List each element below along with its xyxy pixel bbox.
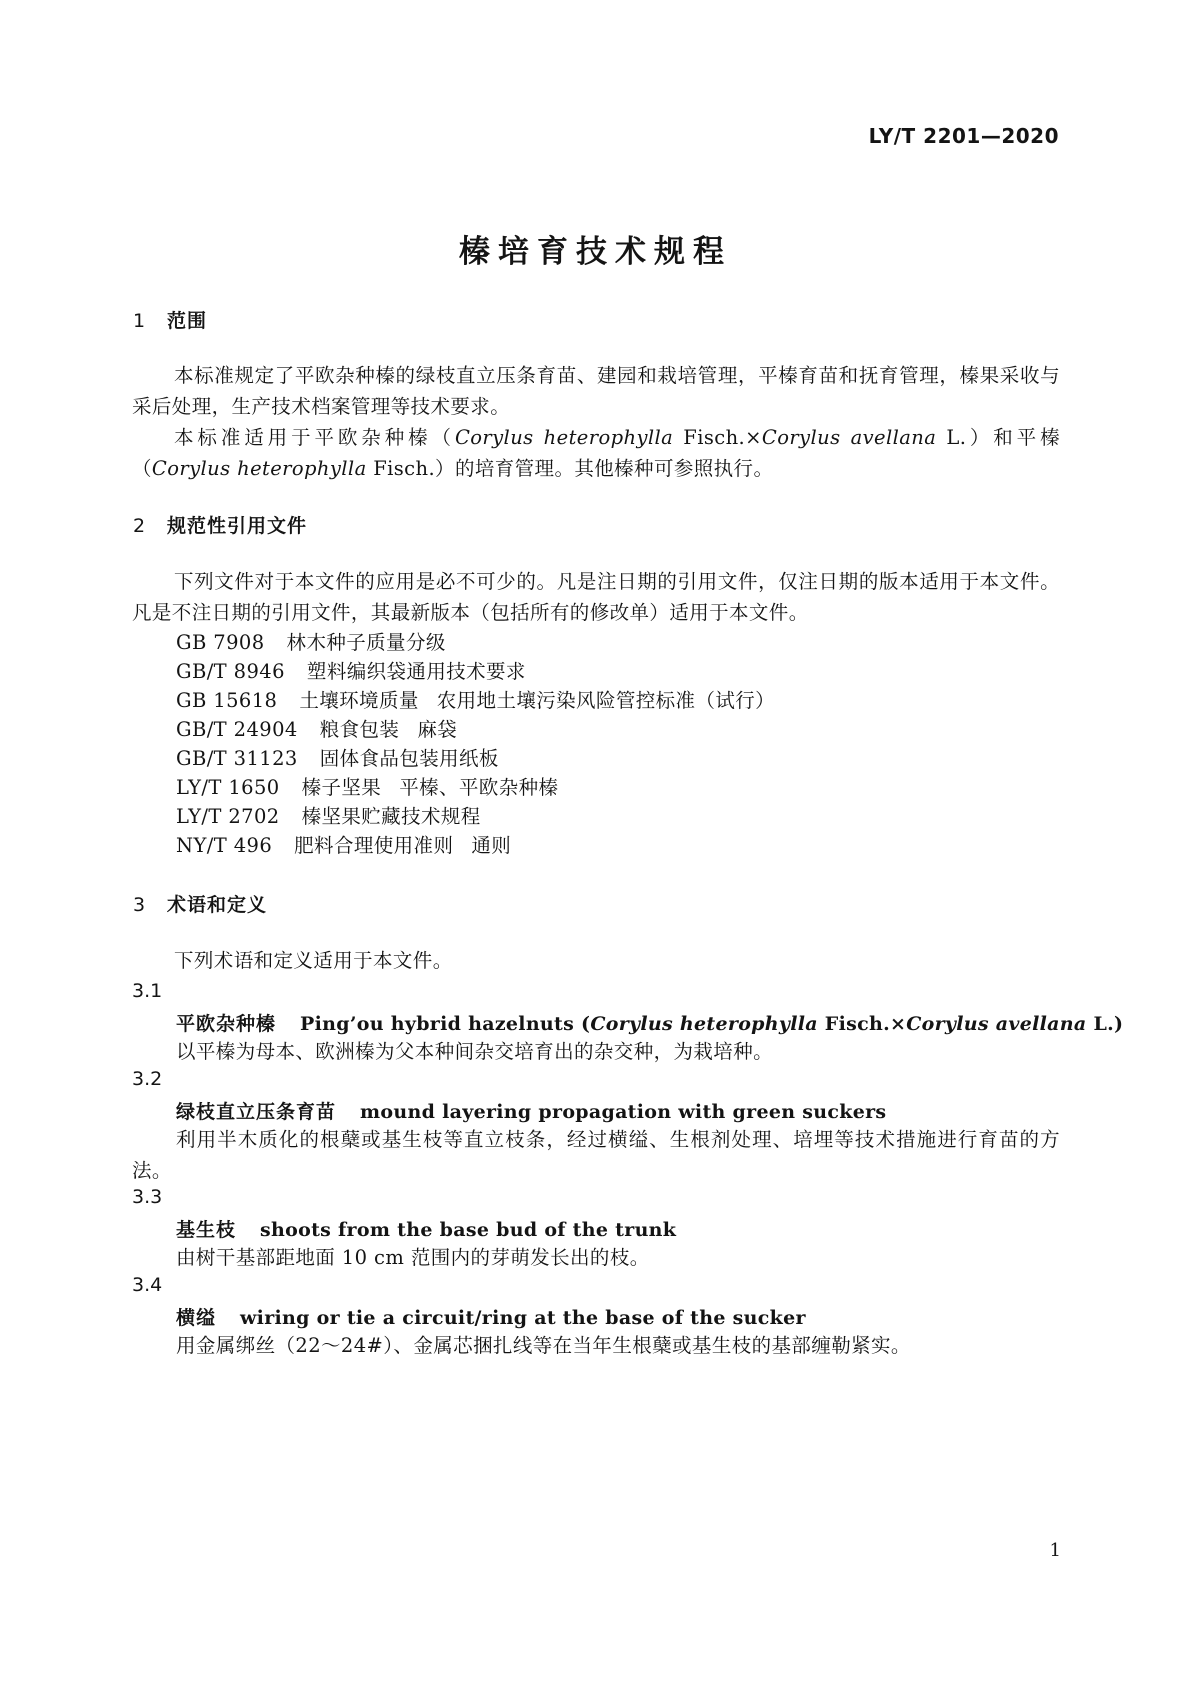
- term-definition: 以平榛为母本、欧洲榛为父本种间杂交培育出的杂交种，为栽培种。: [176, 1040, 774, 1063]
- section-number: 3: [133, 894, 147, 916]
- section-title: 范围: [167, 310, 208, 332]
- scope-paragraph-2: 本标准适用于平欧杂种榛（Corylus heterophylla Fisch.×Corylus avellana L.）和平榛（Corylus heterophylla Fisch.）的培育管理。其他榛种可参照执行。: [132, 426, 1060, 480]
- reference-item: GB 15618 土壤环境质量 农用地土壤污染风险管控标准（试行）: [176, 689, 776, 712]
- reference-item: GB/T 8946 塑料编织袋通用技术要求: [176, 660, 526, 683]
- term-definition: 用金属绑丝（22～24#）、金属芯捆扎线等在当年生根蘖或基生枝的基部缠勒紧实。: [176, 1334, 911, 1357]
- reference-item: LY/T 2702 榛坚果贮藏技术规程: [176, 805, 481, 828]
- reference-item: GB 7908 林木种子质量分级: [176, 631, 446, 654]
- page-number: 1: [1049, 1540, 1061, 1561]
- scope-paragraph-1: 本标准规定了平欧杂种榛的绿枝直立压条育苗、建园和栽培管理，平榛育苗和抚育管理，榛果采收与采后处理，生产技术档案管理等技术要求。: [132, 364, 1060, 418]
- term-entry: 基生枝 shoots from the base bud of the trunk: [176, 1219, 677, 1241]
- reference-item: GB/T 31123 固体食品包装用纸板: [176, 747, 499, 770]
- document-title: 榛培育技术规程: [459, 234, 732, 270]
- term-entry: 平欧杂种榛 Ping’ou hybrid hazelnuts (Corylus heterophylla Fisch.×Corylus avellana L.): [176, 1013, 1124, 1035]
- term-definition: 由树干基部距地面 10 cm 范围内的芽萌发长出的枝。: [176, 1246, 650, 1269]
- section-3-heading: [133, 890, 267, 917]
- reference-item: GB/T 24904 粮食包装 麻袋: [176, 718, 458, 741]
- clause-number: 3.4: [132, 1274, 163, 1296]
- clause-number: 3.2: [132, 1068, 163, 1090]
- section-1-heading: [133, 306, 207, 333]
- section-title: 术语和定义: [167, 894, 268, 916]
- section-number: 1: [133, 310, 147, 332]
- term-entry: 绿枝直立压条育苗 mound layering propagation with green suckers: [176, 1101, 887, 1123]
- references-intro: 下列文件对于本文件的应用是必不可少的。凡是注日期的引用文件，仅注日期的版本适用于本文件。凡是不注日期的引用文件，其最新版本（包括所有的修改单）适用于本文件。: [132, 570, 1060, 624]
- section-number: 2: [133, 515, 147, 537]
- section-2-heading: [133, 511, 307, 538]
- standard-code: LY/T 2201—2020: [868, 124, 1059, 148]
- reference-item: LY/T 1650 榛子坚果 平榛、平欧杂种榛: [176, 776, 559, 799]
- term-definition: 利用半木质化的根蘖或基生枝等直立枝条，经过横缢、生根剂处理、培埋等技术措施进行育苗的方法。: [132, 1128, 1060, 1182]
- clause-number: 3.1: [132, 980, 163, 1002]
- section-title: 规范性引用文件: [167, 515, 308, 537]
- term-entry: 横缢 wiring or tie a circuit/ring at the base of the sucker: [176, 1307, 806, 1329]
- clause-number: 3.3: [132, 1186, 163, 1208]
- reference-item: NY/T 496 肥料合理使用准则 通则: [176, 834, 512, 857]
- terms-intro: 下列术语和定义适用于本文件。: [174, 949, 453, 972]
